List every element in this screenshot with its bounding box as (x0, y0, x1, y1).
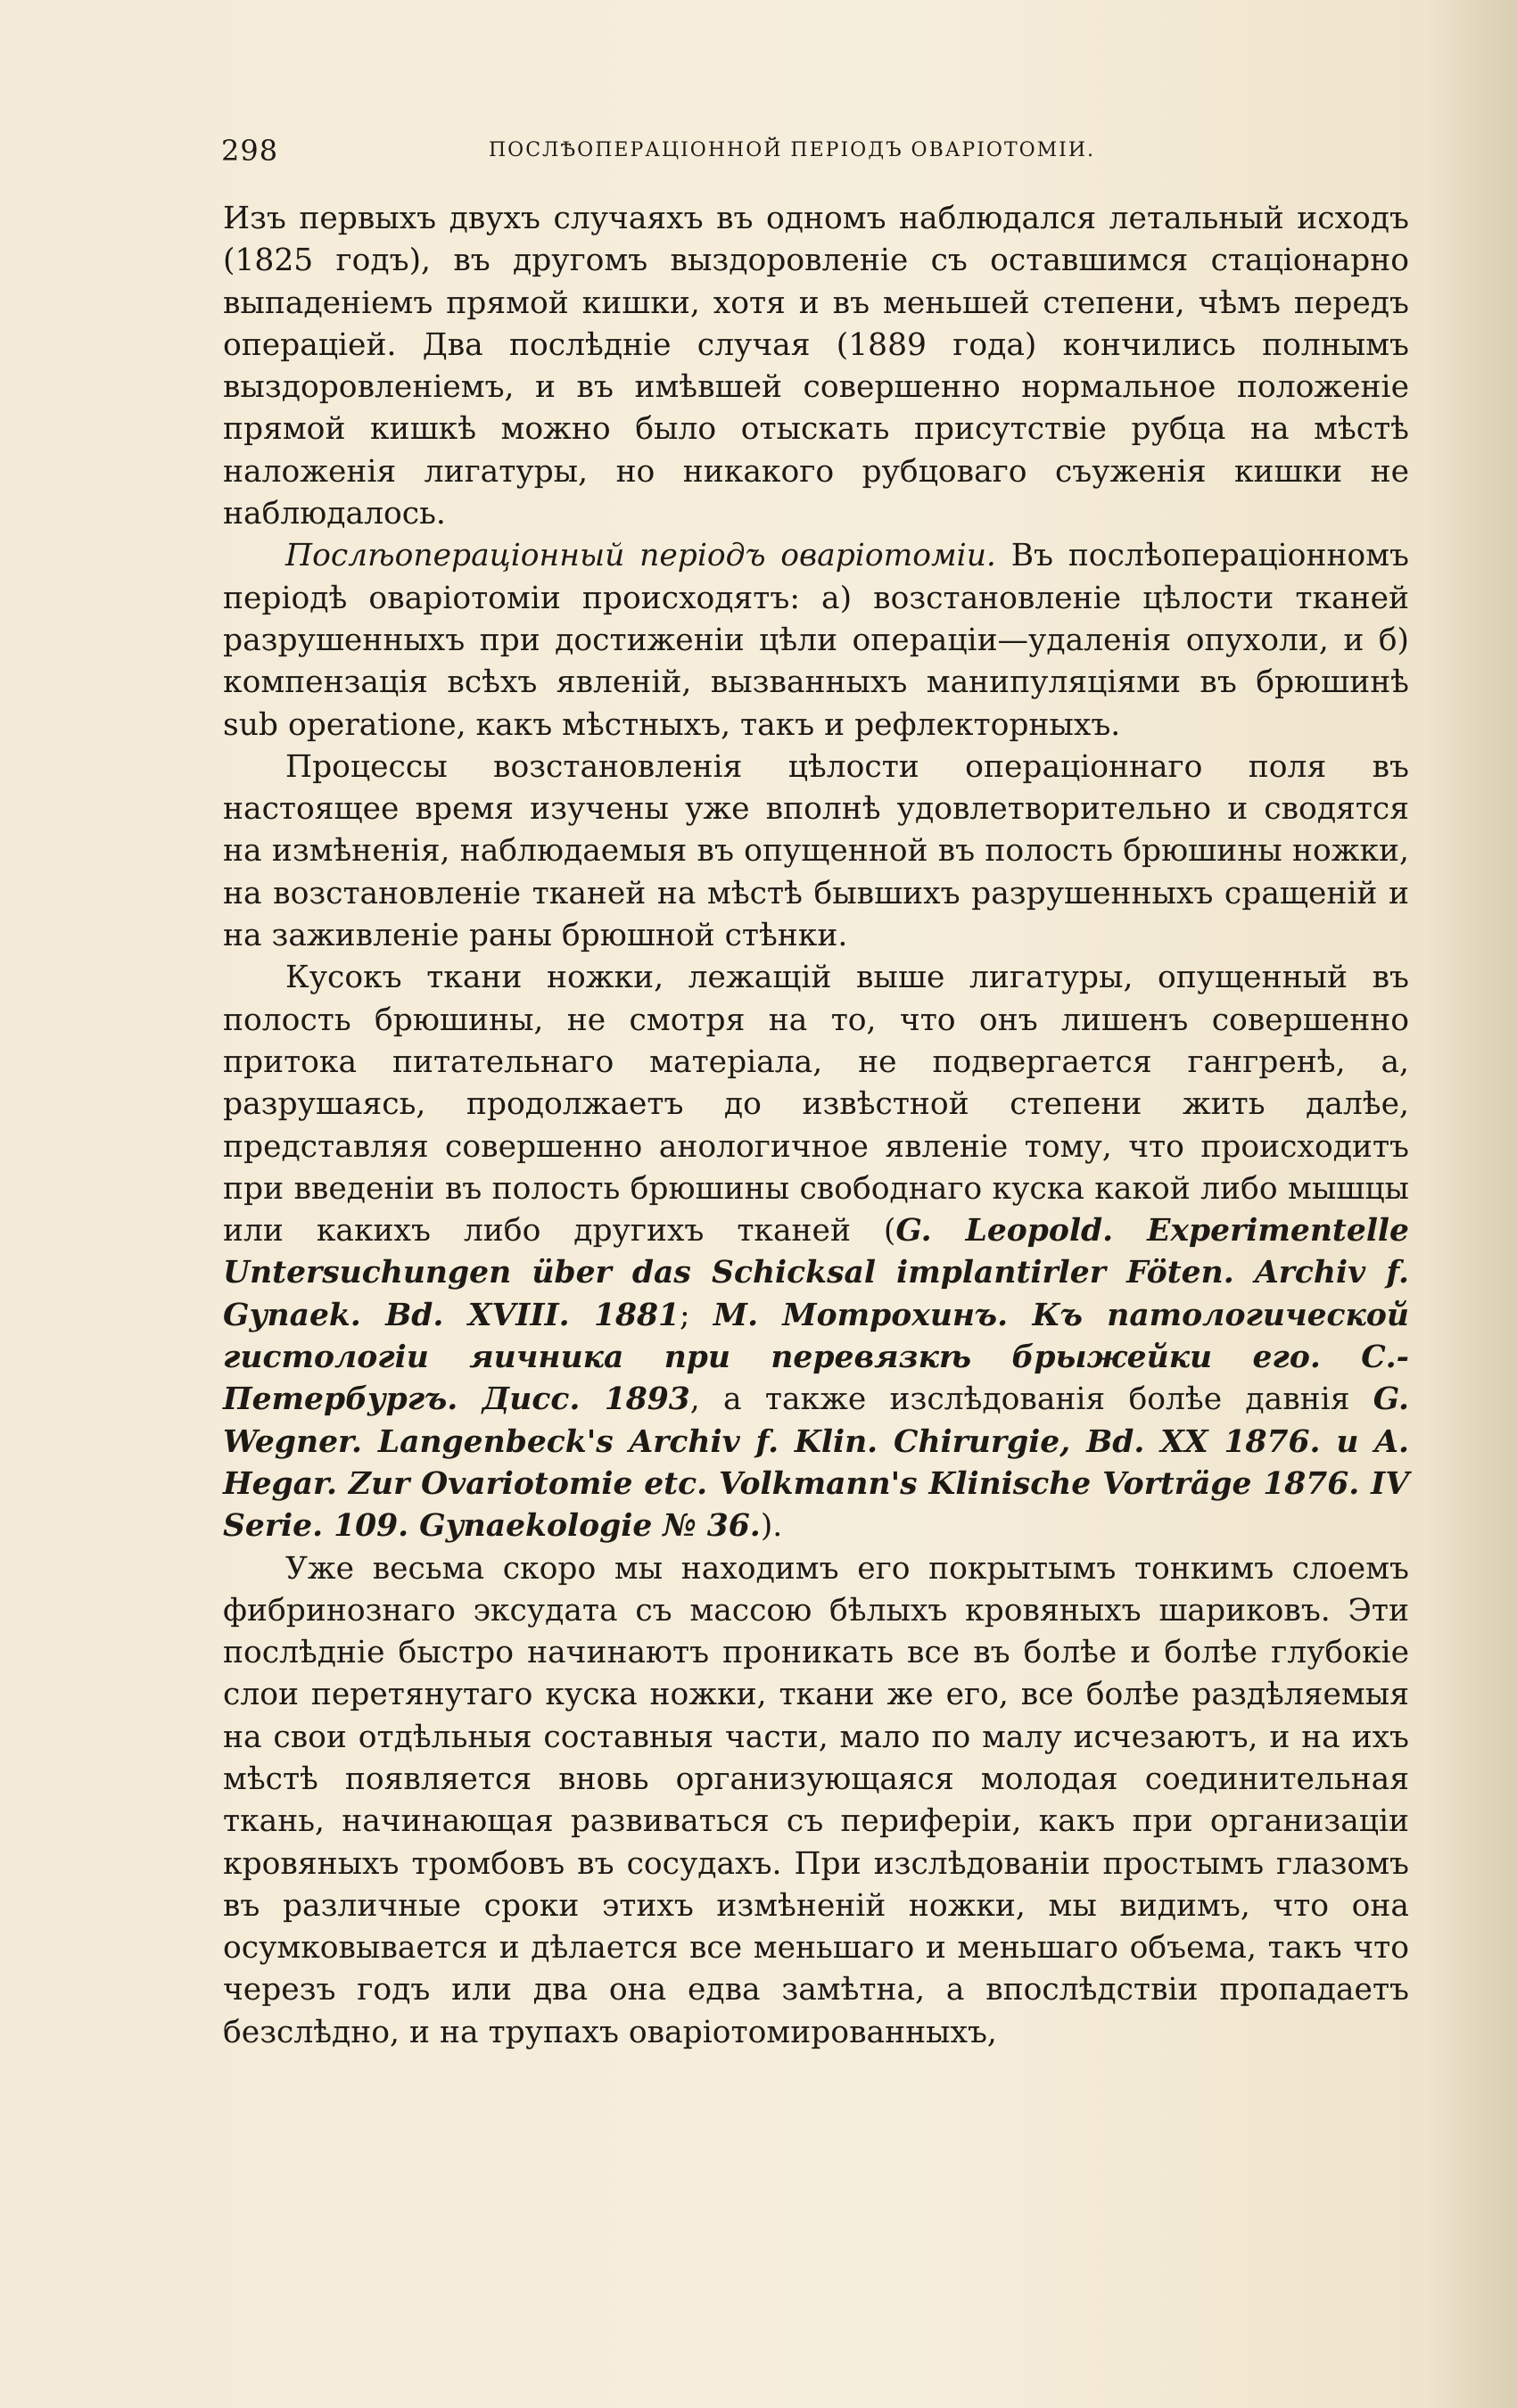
paragraph-text: Въ послѣоперацiонномъ перiодѣ оварiотомiи происходятъ: а) возстановленiе цѣлости тканей разрушенныхъ при достиженiи цѣли операцiи—удаленiя опухоли, и б) компензацiя всѣхъ явленiй, вызванныхъ манипуляцiями въ брюшинѣ sub operatione, какъ мѣстныхъ, такъ и рефлекторныхъ. (223, 538, 1409, 743)
running-title: ПОСЛѢОПЕРАЦIОННОЙ ПЕРIОДЪ ОВАРIОТОМIИ. (489, 139, 1096, 161)
citation-leopold: G. Leopold. Experimentelle Untersuchungen über das Schicksal implantirler Föten. Archiv f. Gynaek. Bd. XVIII. 1881 (223, 1213, 1409, 1333)
citation-wegner-hegar: G. Wegner. Langenbeck's Archiv f. Klin. Chirurgie, Bd. XX 1876. и A. Hegar. Zur Ovariotomie etc. Volkmann's Klinische Vorträge 1876. IV Serie. 109. Gynaekologie № 36. (223, 1381, 1409, 1545)
body-text (223, 198, 1409, 2054)
running-head (221, 134, 1158, 173)
citation-separator: ; (680, 1297, 713, 1333)
paragraph-text: Процессы возстановленiя цѣлости операцiоннаго поля въ настоящее время изучены уже вполнѣ удовлетворительно и сводятся на измѣненiя, наблюдаемыя въ опущенной въ полость брюшины ножки, на возстановленiе тканей на мѣстѣ бывшихъ разрушенныхъ сращенiй и на заживленiе раны брюшной стѣнки. (223, 748, 1409, 954)
paragraph-restoration (223, 746, 1409, 957)
paragraph-text-end: ). (760, 1508, 783, 1545)
citation-motrokhin: М. Мотрохинъ. Къ патологической гистологiи яичника при перевязкѣ брыжейки его. С.-Петербургъ. Дисс. 1893 (223, 1297, 1409, 1418)
paragraph-stump (223, 957, 1409, 1547)
page-number: 298 (221, 134, 279, 168)
paragraph-encapsulation (223, 1548, 1409, 2055)
paragraph-postoperative-period (223, 535, 1409, 746)
paragraph-outcomes (223, 198, 1409, 535)
paragraph-text: Изъ первыхъ двухъ случаяхъ въ одномъ наблюдался летальный исходъ (1825 годъ), въ другомъ выздоровленiе съ оставшимся стацiонарно выпаденiемъ прямой кишки, хотя и въ меньшей степени, чѣмъ передъ операцiей. Два послѣднiе случая (1889 года) кончились полнымъ выздоровленiемъ, и въ имѣвшей совершенно нормальное положенiе прямой кишкѣ можно было отыскать присутствiе рубца на мѣстѣ наложенiя лигатуры, но никакого рубцоваго съуженiя кишки не наблюдалось. (223, 201, 1409, 532)
paragraph-text: Кусокъ ткани ножки, лежащiй выше лигатуры, опущенный въ полость брюшины, не смотря на то, что онъ лишенъ совершенно притока питательнаго матерiала, не подвергается гангренѣ, а, разрушаясь, продолжаетъ до извѣстной степени жить далѣе, представляя совершенно анологичное явленiе тому, что происходитъ при введенiи въ полость брюшины свободнаго куска какой либо мышцы или какихъ либо другихъ тканей ( (223, 960, 1409, 1249)
section-heading: Послѣоперацiонный перiодъ оварiотомiи. (285, 538, 996, 574)
paragraph-text: Уже весьма скоро мы находимъ его покрытымъ тонкимъ слоемъ фибринознаго эксудата съ массою бѣлыхъ кровяныхъ шариковъ. Эти послѣднiе быстро начинаютъ проникать все въ болѣе и болѣе глубокiе слои перетянутаго куска ножки, ткани же его, все болѣе раздѣляемыя на свои отдѣльныя составныя части, мало по малу исчезаютъ, и на ихъ мѣстѣ появляется вновь организующаяся молодая соединительная ткань, начинающая развиваться съ периферiи, какъ при организацiи кровяныхъ тромбовъ въ сосудахъ. При изслѣдованiи простымъ глазомъ въ различные сроки этихъ измѣненiй ножки, мы видимъ, что она осумковывается и дѣлается все меньшаго и меньшаго объема, такъ что черезъ годъ или два она едва замѣтна, а впослѣдствiи пропадаетъ безслѣдно, и на трупахъ оварiотомированныхъ, (223, 1550, 1409, 2050)
paragraph-text-connector: , а также изслѣдованiя болѣе давнiя (689, 1381, 1373, 1418)
